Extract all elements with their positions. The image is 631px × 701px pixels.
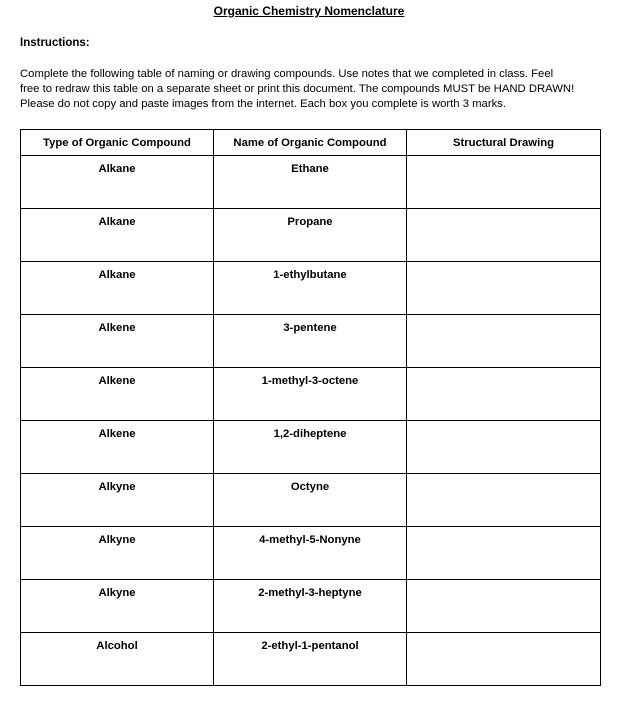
type-cell <box>21 421 214 474</box>
drawing-cell[interactable] <box>407 527 601 580</box>
name-cell <box>214 474 407 527</box>
table-row <box>21 633 601 686</box>
drawing-text <box>407 580 600 587</box>
name-cell <box>214 209 407 262</box>
table-row <box>21 368 601 421</box>
name-cell <box>214 421 407 474</box>
type-text: Alkene <box>98 322 136 334</box>
table-row <box>21 156 601 209</box>
type-text: Alkyne <box>98 534 136 546</box>
name-cell <box>214 156 407 209</box>
type-text: Alkene <box>98 428 136 440</box>
name-text: 1,2-diheptene <box>273 428 347 440</box>
type-text: Alkane <box>98 216 136 228</box>
drawing-text <box>407 368 600 375</box>
drawing-text <box>407 156 600 163</box>
header-type: Type of Organic Compound <box>21 130 214 156</box>
type-text: Alcohol <box>96 640 138 652</box>
document-title: Organic Chemistry Nomenclature <box>213 4 405 18</box>
table-row <box>21 209 601 262</box>
drawing-cell[interactable] <box>407 209 601 262</box>
type-cell <box>21 315 214 368</box>
drawing-text <box>407 527 600 534</box>
instructions-line: free to redraw this table on a separate sheet or print this document. The compounds MUST be HAND DRAWN! <box>20 83 575 95</box>
name-text: 3-pentene <box>283 322 337 334</box>
name-text: 1-ethylbutane <box>273 269 347 281</box>
name-cell <box>214 368 407 421</box>
type-text: Alkene <box>98 375 136 387</box>
type-text: Alkane <box>98 163 136 175</box>
name-text: Propane <box>287 216 333 228</box>
name-text: Octyne <box>290 481 330 493</box>
drawing-cell[interactable] <box>407 633 601 686</box>
table-row <box>21 315 601 368</box>
type-cell <box>21 156 214 209</box>
drawing-text <box>407 209 600 216</box>
drawing-text <box>407 262 600 269</box>
type-text: Alkane <box>98 269 136 281</box>
table-row <box>21 527 601 580</box>
drawing-text <box>407 421 600 428</box>
instructions-line: Please do not copy and paste images from the internet. Each box you complete is worth 3 marks. <box>20 98 507 110</box>
drawing-cell[interactable] <box>407 156 601 209</box>
instructions-text <box>20 67 610 112</box>
drawing-cell[interactable] <box>407 474 601 527</box>
instructions-line: Complete the following table of naming or drawing compounds. Use notes that we completed in class. Feel <box>20 68 554 80</box>
type-cell <box>21 580 214 633</box>
table-row <box>21 580 601 633</box>
type-text: Alkyne <box>98 587 136 599</box>
name-text: 2-methyl-3-heptyne <box>258 587 362 599</box>
drawing-text <box>407 315 600 322</box>
type-cell <box>21 209 214 262</box>
name-text: Ethane <box>291 163 329 175</box>
type-cell <box>21 474 214 527</box>
drawing-text <box>407 633 600 640</box>
instructions-heading: Instructions: <box>20 37 90 49</box>
name-text: 4-methyl-5-Nonyne <box>259 534 361 546</box>
name-cell <box>214 262 407 315</box>
drawing-cell[interactable] <box>407 368 601 421</box>
name-cell <box>214 580 407 633</box>
name-text: 2-ethyl-1-pentanol <box>261 640 359 652</box>
table-header-row <box>21 130 601 156</box>
nomenclature-table <box>20 129 601 686</box>
table-row <box>21 421 601 474</box>
drawing-cell[interactable] <box>407 421 601 474</box>
table-row <box>21 262 601 315</box>
name-cell <box>214 527 407 580</box>
type-cell <box>21 633 214 686</box>
name-cell <box>214 633 407 686</box>
type-text: Alkyne <box>98 481 136 493</box>
table-row <box>21 474 601 527</box>
drawing-cell[interactable] <box>407 315 601 368</box>
header-name: Name of Organic Compound <box>214 130 407 156</box>
header-drawing: Structural Drawing <box>407 130 601 156</box>
name-text: 1-methyl-3-octene <box>261 375 359 387</box>
drawing-text <box>407 474 600 481</box>
drawing-cell[interactable] <box>407 262 601 315</box>
name-cell <box>214 315 407 368</box>
type-cell <box>21 368 214 421</box>
drawing-cell[interactable] <box>407 580 601 633</box>
type-cell <box>21 262 214 315</box>
type-cell <box>21 527 214 580</box>
